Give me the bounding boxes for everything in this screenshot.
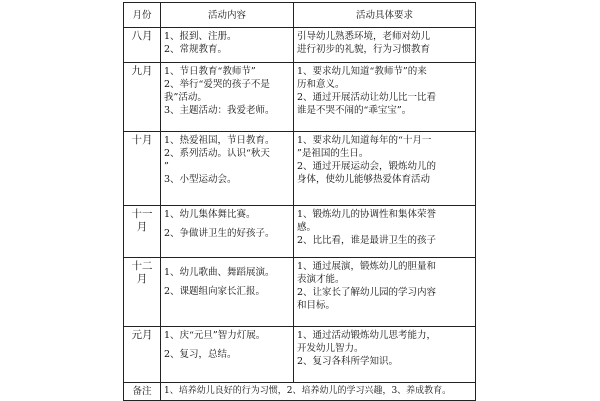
header-month: 月份 <box>124 3 161 28</box>
activity-cell <box>161 63 294 132</box>
activity-line: ” <box>164 161 169 172</box>
requirement-line: 2、让家长了解幼儿园的学习内容 <box>297 287 437 298</box>
monthly-activity-table <box>123 2 476 401</box>
requirement-line: 1、锻炼幼儿的协调性和集体荣誉 <box>297 209 437 220</box>
month-cell: 十二月 <box>124 258 161 327</box>
activity-line: 2、举行“爱哭的孩子不是 <box>164 79 270 90</box>
activity-cell <box>161 327 294 383</box>
activity-cell <box>161 258 294 327</box>
month-cell: 十一月 <box>124 206 161 258</box>
activity-cell <box>161 206 294 258</box>
activity-cell <box>161 132 294 206</box>
requirement-line: 2、复习各科所学知识。 <box>297 356 399 367</box>
header-requirements: 活动具体要求 <box>294 3 476 28</box>
note-label: 备注 <box>124 383 161 401</box>
requirement-line: 1、通过展演，锻炼幼儿的胆量和 <box>297 261 437 272</box>
table-header-row <box>124 3 476 28</box>
note-text: 1、培养幼儿良好的行为习惯，2、培养幼儿的学习兴趣，3、养成教育。 <box>161 383 476 401</box>
activity-line: 1、庆“元旦”智力灯展。 <box>164 330 266 341</box>
requirement-cell <box>294 327 476 383</box>
requirement-line: 1、要求幼儿知道每年的“十月一 <box>297 135 432 146</box>
requirement-line: 开发幼儿智力。 <box>297 343 364 354</box>
activity-line: 1、幼儿歌曲、舞蹈展演。 <box>164 267 275 278</box>
table-row <box>124 132 476 206</box>
requirement-cell <box>294 28 476 63</box>
table-row <box>124 258 476 327</box>
requirement-cell <box>294 132 476 206</box>
requirement-line: 1、要求幼儿知道“教师节”的来 <box>297 66 427 77</box>
requirement-line: 1、通过活动锻炼幼儿思考能力， <box>297 330 437 341</box>
table-row <box>124 206 476 258</box>
requirement-line: 表演才能。 <box>297 274 345 285</box>
schedule-document <box>123 0 487 400</box>
month-cell: 九月 <box>124 63 161 132</box>
activity-line: 我”活动。 <box>164 92 207 103</box>
activity-line: 2、常规教育。 <box>164 44 228 55</box>
activity-line: 1、幼儿集体舞比赛。 <box>164 209 256 220</box>
month-cell: 元月 <box>124 327 161 383</box>
table-row <box>124 28 476 63</box>
activity-line: 1、热爱祖国，节日教育。 <box>164 135 275 146</box>
activity-line: 3、小型运动会。 <box>164 174 237 185</box>
requirement-line: ”是祖国的生日。 <box>297 148 369 159</box>
requirement-line: 谁是不哭不闹的“乖宝宝”。 <box>297 105 412 116</box>
table-row <box>124 63 476 132</box>
requirement-line: 2、通过开展运动会，锻炼幼儿的 <box>297 161 437 172</box>
requirement-cell <box>294 63 476 132</box>
activity-line: 3、主题活动：我爱老师。 <box>164 105 275 116</box>
requirement-line: 感。 <box>297 222 317 233</box>
requirement-line: 2、比比看，谁是最讲卫生的孩子 <box>297 235 437 246</box>
requirement-cell <box>294 258 476 327</box>
note-row <box>124 383 476 401</box>
header-activity: 活动内容 <box>161 3 294 28</box>
activity-line: 1、报到、注册。 <box>164 31 237 42</box>
requirement-line: 2、通过开展活动让幼儿比一比看 <box>297 92 437 103</box>
activity-line: 2、复习，总结。 <box>164 349 237 360</box>
month-cell: 十月 <box>124 132 161 206</box>
activity-line: 2、课题组向家长汇报。 <box>164 286 266 297</box>
requirement-line: 身体，使幼儿能够热爱体育活动 <box>297 174 431 185</box>
requirement-line: 历和意义。 <box>297 79 345 90</box>
activity-line: 1、节日教育“教师节” <box>164 66 256 77</box>
table-row <box>124 327 476 383</box>
requirement-line: 引导幼儿熟悉环境，老师对幼儿 <box>297 31 431 42</box>
requirement-line: 和目标。 <box>297 300 336 311</box>
requirement-line: 进行初步的礼貌，行为习惯教育 <box>297 44 431 55</box>
activity-line: 2、系列活动。认识“秋天 <box>164 148 270 159</box>
activity-cell <box>161 28 294 63</box>
requirement-cell <box>294 206 476 258</box>
month-cell: 八月 <box>124 28 161 63</box>
activity-line: 2、争做讲卫生的好孩子。 <box>164 228 275 239</box>
